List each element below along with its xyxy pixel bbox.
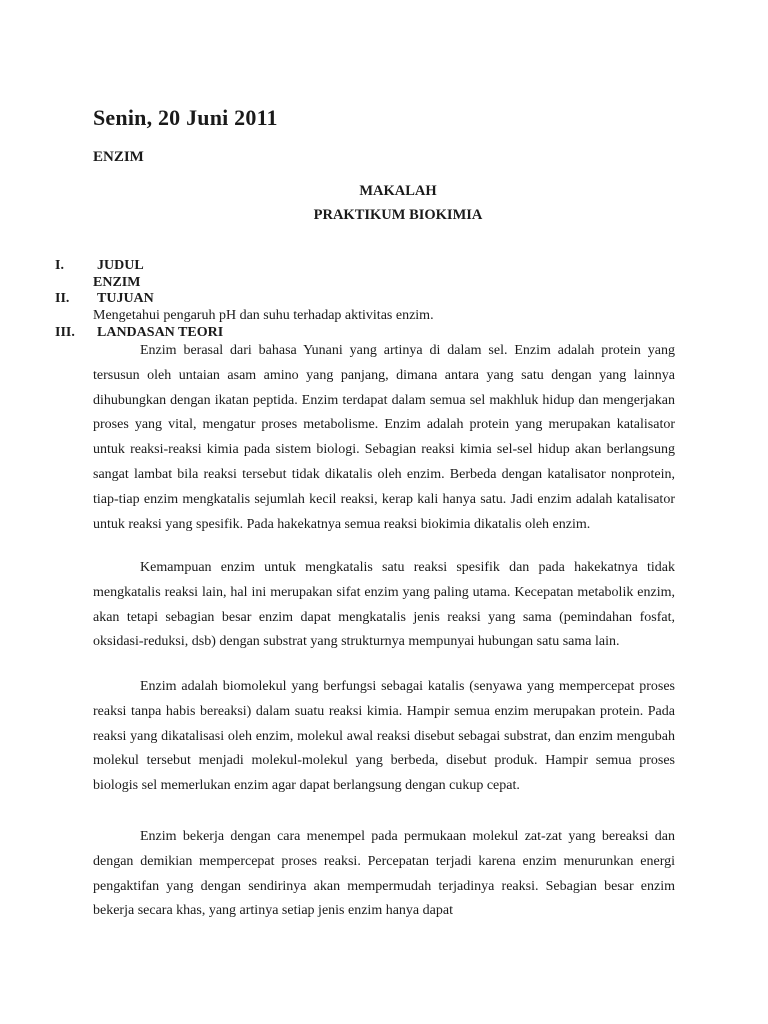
document-subject: ENZIM (93, 149, 144, 165)
body-paragraph-4: Enzim bekerja dengan cara menempel pada permukaan molekul zat-zat yang bereaksi dan dengan demikian mempercepat proses reaksi. Percepatan terjadi karena enzim menurunkan energi pengaktifan yang dengan sendirinya akan mempermudah terjadinya reaksi. Sebagian besar enzim bekerja secara khas, yang artinya setiap jenis enzim hanya dapat (93, 829, 675, 919)
section-2-title: TUJUAN (97, 291, 154, 306)
document-date: Senin, 20 Juni 2011 (93, 105, 278, 130)
section-1-title: JUDUL (97, 258, 144, 273)
section-3-number: III. (55, 325, 75, 340)
section-3-title: LANDASAN TEORI (97, 325, 224, 340)
body-paragraph-2: Kemampuan enzim untuk mengkatalis satu reaksi spesifik dan pada hakekatnya tidak mengkatalis reaksi lain, hal ini merupakan sifat enzim yang paling utama. Kecepatan metabolik enzim, akan tetapi sebagian besar enzim dapat mengkatalis jenis reaksi yang sama (pemindahan fosfat, oksidasi-reduksi, dsb) dengan substrat yang strukturnya mempunyai hubungan satu sama lain. (93, 560, 675, 650)
section-1-content: ENZIM (93, 275, 141, 290)
document-title-line1: MAKALAH (359, 183, 437, 199)
section-2-number: II. (55, 291, 70, 306)
section-2-content: Mengetahui pengaruh pH dan suhu terhadap aktivitas enzim. (93, 308, 434, 323)
section-1-number: I. (55, 258, 64, 273)
document-title-line2: PRAKTIKUM BIOKIMIA (313, 207, 483, 223)
body-paragraph-1: Enzim berasal dari bahasa Yunani yang artinya di dalam sel. Enzim adalah protein yang tersusun oleh untaian asam amino yang panjang, dimana antara yang satu dengan yang lainnya dihubungkan dengan ikatan peptida. Enzim terdapat dalam semua sel makhluk hidup dan mengerjakan proses yang vital, mengatur proses metabolisme. Enzim adalah protein yang merupakan katalisator untuk reaksi-reaksi kimia pada sistem biologi. Sebagian reaksi kimia sel-sel hidup akan berlangsung sangat lambat bila reaksi tersebut tidak dikatalis oleh enzim. Berbeda dengan katalisator nonprotein, tiap-tiap enzim mengkatalis sejumlah kecil reaksi, kerap kali hanya satu. Jadi enzim adalah katalisator untuk reaksi yang spesifik. Pada hakekatnya semua reaksi biokimia dikatalis oleh enzim. (93, 343, 675, 532)
body-paragraph-3: Enzim adalah biomolekul yang berfungsi sebagai katalis (senyawa yang mempercepat proses reaksi tanpa habis bereaksi) dalam suatu reaksi kimia. Hampir semua enzim merupakan protein. Pada reaksi yang dikatalisasi oleh enzim, molekul awal reaksi disebut sebagai substrat, dan enzim mengubah molekul tersebut menjadi molekul-molekul yang berbeda, disebut produk. Hampir semua proses biologis sel memerlukan enzim agar dapat berlangsung dengan cukup cepat. (93, 679, 675, 794)
